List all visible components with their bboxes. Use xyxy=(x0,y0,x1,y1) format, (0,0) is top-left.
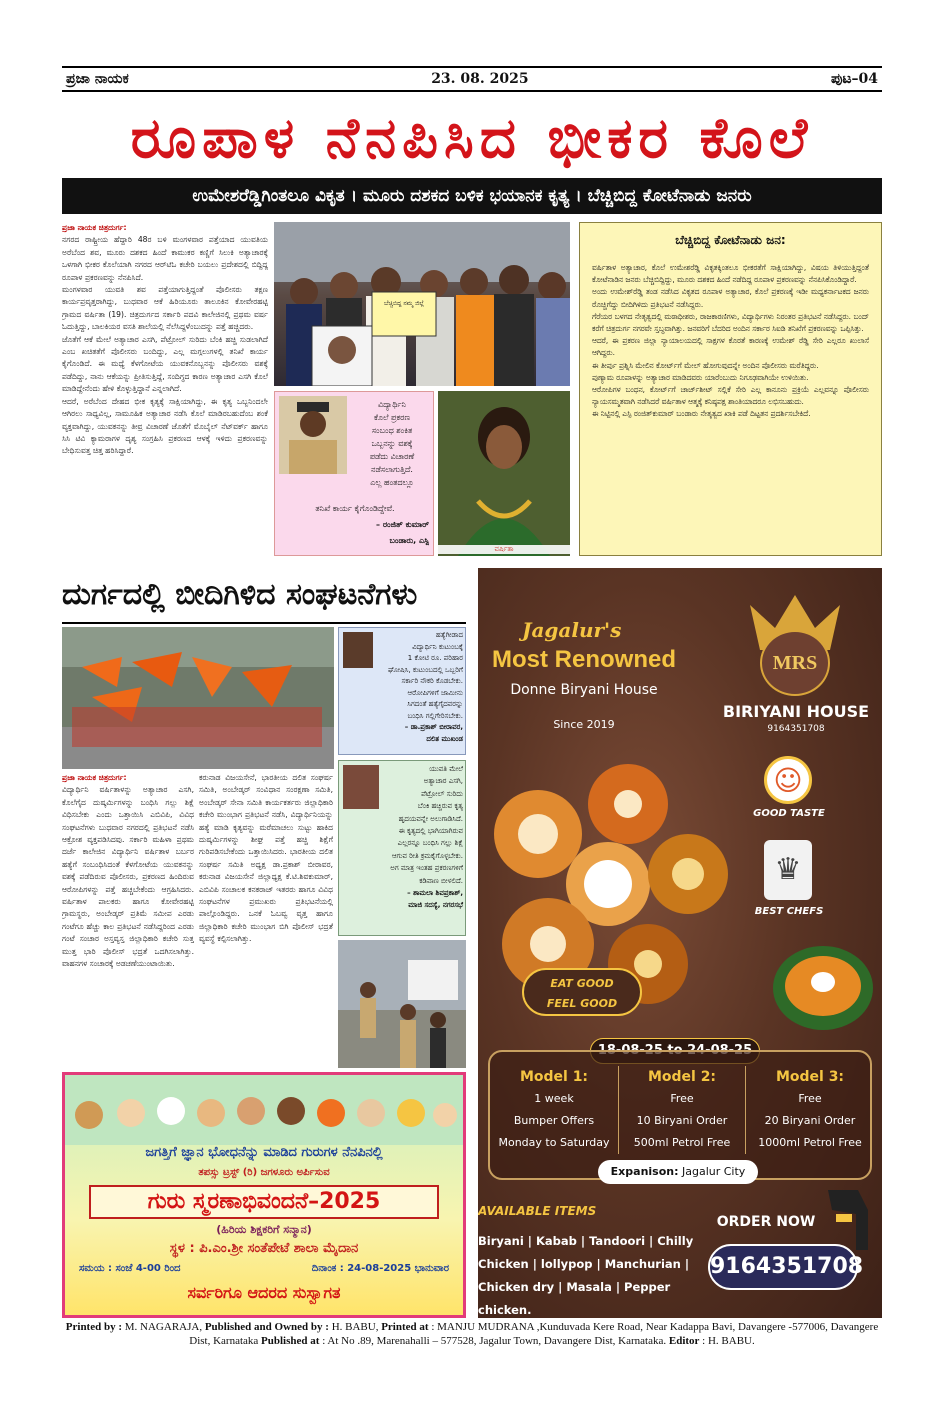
quote-line: ವಿದ್ಯಾರ್ಥಿನಿ xyxy=(377,400,407,409)
sidebar-paragraph: ಅಂದು ಉಮೇಶ್‌ರೆಡ್ಡಿ ತಂಡ ನಡೆಸಿದ ವಿಕೃತದ ರೂಪಾಳ ಅತ್ಯಾಚಾರ, ಕೊಲೆ ಪ್ರಕರಣಕ್ಕೆ ಇಡೀ ಮಧ್ಯಕರ್ನಾಟಕದ ಜನರು ರೊಚ್ಚಿಗೆದ್ದು ಬೀದಿಗಿಳಿದು ಪ್ರತಿಭಟನೆ ನಡೆಸಿದ್ದರು. xyxy=(592,287,869,309)
footer-editor: : H. BABU. xyxy=(702,1335,755,1347)
footer-published-at-label: Published at xyxy=(261,1335,320,1347)
story2-col2 xyxy=(199,772,333,1068)
sidebar-title: ಬೆಚ್ಚಿಬಿದ್ದ ಕೋಟೆನಾಡು ಜನ: xyxy=(675,233,786,247)
ad-items-line: Biryani | Kabab | Tandoori | Chilly xyxy=(478,1234,694,1248)
story1-paragraph: ಆದರೆ, ಅರೆಬೆಂದ ದೇಹದ ಭೀಕ ಕೃತ್ಯಕ್ಕೆ ಸಾಕ್ಷಿಯಾಗಿದ್ದು, ಈ ಕೃತ್ಯ ಒಬ್ಬನಿಂದಲೇ ಆಗಿರಲು ಸಾಧ್ಯವಿಲ್ಲ, ಸಾಮೂಹಿಕ ಅತ್ಯಾಚಾರ ನಡೆಸಿ ಕೊಲೆ ಮಾಡಿರಬಹುದೆಂಬ ಶಂಕೆ ವ್ಯಕ್ತವಾಗಿದ್ದು, ಯುವಕನನ್ನು ತೀವ್ರ ವಿಚಾರಣೆ ಜೊತೆಗೆ ಮೊಬೈಲ್ ನೆಟ್‌ವರ್ಕ್ ಹಾಗೂ ಸಿಸಿ ಟಿವಿ ಕ್ಯಾಮರಾಗಳ ದೃಶ್ಯ ಸಂಗ್ರಹಿಸಿ ಪ್ರಕರಣದ ಆಳಕ್ಕೆ ಇಳಿದು ಪ್ರಕರಣವನ್ನು ಬೇಧಿಸುವತ್ತ ಚಿತ್ತ ಹರಿಸಿದ್ದಾರೆ. xyxy=(62,396,268,456)
story2-col1-text: ವಿದ್ಯಾರ್ಥಿನಿ ವರ್ಷಿತಾಳನ್ನು ಅತ್ಯಾಚಾರ ಎಸಗಿ, ಕೊಲೆಗೈದ ದುಷ್ಕರ್ಮಿಗಳನ್ನು ಬಂಧಿಸಿ ಗಲ್ಲು ಶಿಕ್ಷೆ ವಿಧಿಸಬೇಕು ಎಂದು ಒತ್ತಾಯಿಸಿ ಎಬಿವಿಪಿ, ವಿವಿಧ ಸಂಘಟನೆಗಳು ಬುಧವಾರ ನಗರದಲ್ಲಿ ಪ್ರತಿಭಟನೆ ನಡೆಸಿ ಆಕ್ರೋಶ ವ್ಯಕ್ತಪಡಿಸಿದವು. ಸರ್ಕಾರಿ ಮಹಿಳಾ ಪ್ರಥಮ ದರ್ಜೆ ಕಾಲೇಜಿನ ವಿದ್ಯಾರ್ಥಿನಿ ವರ್ಷಿತಾಳ ಬರ್ಬರ ಹತ್ಯೆಗೆ ಸಂಬಂಧಿಸಿದಂತೆ ಕೆಳಗೋಟೆಯ ಯುವಕನನ್ನು ವಶಕ್ಕೆ ಪಡೆದಿರುವ ಪೊಲೀಸರು, ಪ್ರಕರಣದ ಹಿಂದಿರುವ ಆರೋಪಿಗಳನ್ನು ಪತ್ತೆ ಹಚ್ಚಬೇಕೆಂದು ಆಗ್ರಹಿಸಿದರು. ವರ್ಷಿತಾಳ ಪಾಲಕರು ಹಾಗೂ ಕೋವೇರಹಟ್ಟಿ ಗ್ರಾಮಸ್ಥರು, ಅಂಬೇಡ್ಕರ್ ಪ್ರತಿಮೆ ಸಮೀಪ ಎರಡು ಗಂಟೆಗೂ ಹೆಚ್ಚು ಕಾಲ ಪ್ರತಿಭಟನೆ ನಡೆಸಿದ್ದರಿಂದ ಎರಡು ಗಂಟೆ ಸಂಚಾರ ಅಸ್ತವ್ಯಸ್ತ ಜಿಲ್ಲಾಧಿಕಾರಿ ಕಚೇರಿ ಸುತ್ತ ಮುತ್ತ ಭಾರಿ ಪೊಲೀಸ್ ಭದ್ರತೆ ಒದಗಿಸಲಾಗಿತ್ತು. ವಾಹನಗಳ ಸಂಚಾರಕ್ಕೆ ಅಡಚಣೆಯುಂಟಾಯಿತು. xyxy=(62,785,194,969)
story1-paragraph: ಜೊತೆಗೆ ಆಕೆ ಮೇಲೆ ಅತ್ಯಾಚಾರ ಎಸಗಿ, ಪೆಟ್ರೋಲ್ ಸುರಿದು ಬೆಂಕಿ ಹಚ್ಚಿ ಸುಡಲಾಗಿದೆ ಎಂಬ ಖಚಿತತೆಗೆ ಪೊಲೀಸರು ಬಂದಿದ್ದು, ಎಲ್ಲ ಮಗ್ಗಲುಗಳಲ್ಲಿ ತನಿಖೆ ಕಾರ್ಯ ಕೈಗೊಂಡಿದೆ. ಈ ಮಧ್ಯೆ ಕೆಳಗೋಟೆಯ ಯುವಕನೊಬ್ಬನನ್ನು ಪೊಲೀಸರು ವಶಕ್ಕೆ ಪಡೆದಿದ್ದು, ನಾನು ಆಕೆಯನ್ನು ಪ್ರೀತಿಸುತ್ತಿದ್ದೆ, ಸಂದಿಗ್ಧದ ಕಾರಣ ಅತ್ಯಾಚಾರ ಎಸಗಿ ಕೊಲೆ ಮಾಡಿದ್ದೇನೆಂದು ಹೇಳಿ ಕೊಳ್ಳುತ್ತಿದ್ದಾನೆ ಎನ್ನಲಾಗಿದೆ. xyxy=(62,334,268,394)
shamala-quote-designation: ಮಾಜಿ ಸದಸ್ಯೆ, ನಗರಸಭೆ xyxy=(408,901,463,910)
offer-model-line: Monday to Saturday xyxy=(498,1136,610,1149)
ad-good-taste: GOOD TASTE xyxy=(753,808,825,819)
ad-feel-good: FEEL GOOD xyxy=(546,997,618,1010)
footer-editor-label: Editor xyxy=(668,1335,700,1347)
quote-line: ಪೆಟ್ರೋಲ್ ಸುರಿದು xyxy=(421,789,463,798)
banner-title: ಗುರು ಸ್ಮರಣಾಭಿವಂದನೆ–2025 xyxy=(89,1185,439,1219)
main-headline: ರೂಪಾಳ ನೆನಪಿಸಿದ ಭೀಕರ ಕೊಲೆ xyxy=(130,106,814,171)
rally-photo xyxy=(62,627,334,769)
quote-line: ಯುವತಿ ಮೇಲೆ xyxy=(429,765,463,773)
quote-line: ಅತ್ಯಾಚಾರ ಎಸಗಿ, xyxy=(423,777,463,786)
ad-available-title: AVAILABLE ITEMS xyxy=(478,1204,597,1218)
footer-published-owned: H. BABU, xyxy=(331,1321,379,1333)
offer-model-title: Model 2: xyxy=(647,1069,717,1085)
sidebar-box xyxy=(579,222,882,556)
footer-printed-at-label: Printed at xyxy=(381,1321,429,1333)
banner-venue: ಸ್ಥಳ : ಪಿ.ಎಂ.ಶ್ರೀ ಸಂತೆಪೇಟೆ ಶಾಲಾ ಮೈದಾನ xyxy=(169,1241,359,1256)
offer-model-title: Model 3: xyxy=(775,1069,845,1085)
ad-items-line: Chicken | lollypop | Manchurian | xyxy=(478,1257,690,1271)
ad-brand-line1: Jagalur's xyxy=(522,618,622,642)
ad-logo-letters: MRS xyxy=(772,652,818,674)
shamala-quote-text xyxy=(347,763,463,912)
biryani-plates-art xyxy=(478,764,738,1064)
offer-model-line: 10 Biryani Order xyxy=(636,1114,728,1127)
victim-photo xyxy=(438,391,570,556)
masthead-page-number: ಪುಟ–04 xyxy=(830,71,878,87)
offer-model-line: Free xyxy=(798,1092,822,1105)
quote-line: ಸಂಬಂಧ ಶಂಕಿತ xyxy=(371,426,413,435)
sidebar-paragraph: ಪುಣ್ಯಾಮ ರೂಪಾಳನ್ನು ಅತ್ಯಾಚಾರ ಮಾಡಿದವರು ಯಾರೆಂಬುದು ನಿಗೂಢವಾಗಿಯೇ ಉಳಿಯಿತು. xyxy=(592,372,809,382)
offer-model xyxy=(618,1066,746,1154)
sp-quote-box xyxy=(274,391,434,556)
shamala-quote-box xyxy=(338,760,466,936)
quote-line: ಸಿಗದಂತೆ ಹತ್ಯೆಗೈದವರನ್ನು xyxy=(407,700,463,708)
quote-line: ಸರ್ಕಾರಿ ನೌಕರಿ ಕೊಡಬೇಕು. xyxy=(401,677,463,685)
ad-logo-circle xyxy=(760,630,830,696)
banner-date: ದಿನಾಂಕ : 24-08-2025 ಭಾನುವಾರ xyxy=(311,1263,449,1274)
footer-printed-at: : MANJU MUDRANA ,Kunduvada Kere Road, Near Kadappa Bavi, Davangere -577006, Davangere Dist, Karnataka xyxy=(189,1321,879,1347)
sidebar-paragraph: ಆರೋಪಿಗಳ ಬಂಧನ, ಕೋರ್ಟ್‌ಗೆ ಚಾರ್ಜ್‌ಶೀಟ್ ಸಲ್ಲಿಕೆ ಸೇರಿ ಎಲ್ಲ ಕಾನೂನು ಪ್ರಕ್ರಿಯೆ ಎಲ್ಲವನ್ನೂ ಪೊಲೀಸರು ನ್ಯಾಯಸಮ್ಮತವಾಗಿ ನಡೆಸಿದರೆ ವರ್ಷಿತಾಳ ಆತ್ಮಕ್ಕೆ ಕನಿಷ್ಠಪಕ್ಷ ಶಾಂತಿಯಾದರೂ ಲಭಿಸಬಹುದು. xyxy=(592,385,869,407)
quote-line: ಕೊಲೆ ಪ್ರಕರಣ xyxy=(373,413,411,422)
sidebar-paragraph: ಈ ನಿಟ್ಟಿನಲ್ಲಿ ಎಸ್ಪಿ ರಂಜಿತ್‌ಕುಮಾರ್ ಬಂಡಾರು ನೇತೃತ್ವದ ಖಾಕಿ ಪಡೆ ದಿಟ್ಟತನ ಪ್ರದರ್ಶಿಸಬೇಕಿದೆ. xyxy=(592,409,811,419)
sub-headline: ಉಮೇಶರೆಡ್ಡಿಗಿಂತಲೂ ವಿಕೃತ । ಮೂರು ದಶಕದ ಬಳಿಕ ಭಯಾನಕ ಕೃತ್ಯ । ಬೆಚ್ಚಿಬಿದ್ದ ಕೋಟೆನಾಡು ಜನರು xyxy=(62,178,882,214)
offer-model-title: Model 1: xyxy=(519,1069,589,1085)
prakash-quote-designation: ದಲಿತ ಮುಖಂಡ xyxy=(426,734,463,743)
offer-model-line: 500ml Petrol Free xyxy=(633,1136,731,1149)
banner-teachers-strip xyxy=(65,1075,463,1145)
sp-quote-text xyxy=(353,398,431,489)
biryani-plate-art xyxy=(768,938,878,1038)
banner-line1: ಜಗತ್ತಿಗೆ ಜ್ಞಾನ ಭೋಧನೆನ್ನು ಮಾಡಿದ ಗುರುಗಳ ನೆನಪಿನಲ್ಲಿ xyxy=(145,1145,383,1160)
sp-quote-author: – ರಂಜಿತ್ ಕುಮಾರ್ xyxy=(376,520,429,529)
quote-line: 1 ಕೋಟಿ ರೂ. ಪರಿಹಾರ xyxy=(407,654,463,662)
offer-model xyxy=(490,1066,618,1154)
offer-model xyxy=(746,1066,874,1154)
prakash-quote-box xyxy=(338,627,466,755)
story1-text xyxy=(62,222,268,560)
ad-best-chefs: BEST CHEFS xyxy=(754,906,824,917)
sidebar-paragraph: ಆದರೆ, ಈ ಪ್ರಕರಣ ಜಿಲ್ಲಾ ನ್ಯಾಯಾಲಯದಲ್ಲಿ ಸಾಕ್ಷಗಳ ಕೊರತೆ ಕಾರಣಕ್ಕೆ ಉಮೇಶ್ ರೆಡ್ಡಿ ಸೇರಿ ಎಲ್ಲರೂ ಖುಲಾಸೆ ಆಗಿದ್ದರು. xyxy=(592,336,869,358)
quote-line: ವಿದ್ಯಾರ್ಥಿನಿ ಕುಟುಂಬಕ್ಕೆ xyxy=(412,642,463,651)
story1-byline: ಪ್ರಜಾ ನಾಯಕ ಚಿತ್ರದುರ್ಗ: xyxy=(62,223,127,232)
ad-items-line: Chicken dry | Masala | Pepper chicken. xyxy=(478,1280,671,1317)
offer-model-line: 1000ml Petrol Free xyxy=(758,1136,862,1149)
footer-published-at: : At No .89, Marenahalli – 577528, Jagalur Town, Davangere Dist, Karnataka. xyxy=(322,1335,667,1347)
protest-poster-text: ಬೆಚ್ಚಿಬಿದ್ದ ನಮ್ಮ ಜಿಲ್ಲೆ xyxy=(384,300,424,307)
quote-line: ಕಡಿವಾಣ ಬೀಳಲಿದೆ. xyxy=(419,876,463,885)
footer-printed-by: M. NAGARAJA, xyxy=(124,1321,203,1333)
quote-line: ಆಗುವ ರೀತಿ ಕ್ರಮಕೈಗೊಳ್ಳಬೇಕು. xyxy=(391,851,463,860)
quote-line: ಹತ್ಯೆಗೀಡಾದ xyxy=(435,631,463,639)
banner-subtitle: (ಹಿರಿಯ ಶಿಕ್ಷಕರಿಗೆ ಸನ್ಮಾನ) xyxy=(216,1223,312,1236)
victim-portrait xyxy=(438,391,570,556)
ad-since: Since 2019 xyxy=(553,718,615,731)
police-officer-icon xyxy=(279,396,347,474)
offer-model-line: 20 Biryani Order xyxy=(764,1114,856,1127)
order-phone-pill xyxy=(708,1244,864,1290)
ad-phone-small: 9164351708 xyxy=(767,724,825,734)
ad-expansion-label: Expanison: xyxy=(610,1165,679,1178)
story2-col2-text: ಕರುನಾಡ ವಿಜಯಸೇನೆ, ಭಾರತೀಯ ದಲಿತ ಸಂಘರ್ಷ ಸಮಿತಿ, ಅಂಬೇಡ್ಕರ್ ಸಂವಿಧಾನ ಸಂರಕ್ಷಣಾ ಸಮಿತಿ, ಅಂಬೇಡ್ಕರ್ ಸೇನಾ ಸಮಿತಿ ಕಾರ್ಯಕರ್ತರು ಜಿಲ್ಲಾಧಿಕಾರಿ ಕಚೇರಿ ಮುಂಭಾಗ ಪ್ರತಿಭಟನೆ ನಡೆಸಿ, ವಿದ್ಯಾರ್ಥಿನಿಯನ್ನು ಹತ್ಯೆ ಮಾಡಿ ಕೃತ್ಯವನ್ನು ಮರೆಮಾಚಲು ಸುಟ್ಟು ಹಾಕಿದ ದುಷ್ಕರ್ಮಿಗಳನ್ನು ಶೀಘ್ರ ಪತ್ತೆ ಹಚ್ಚಿ ಶಿಕ್ಷೆಗೆ ಗುರಿಪಡಿಸಬೇಕೆಂದು ಒತ್ತಾಯಿಸಿದರು. ಭಾರತೀಯ ದಲಿತ ಸಂಘರ್ಷ ಸಮಿತಿ ಅಧ್ಯಕ್ಷ ಡಾ.ಪ್ರಕಾಶ್ ಬೀರಾವರ, ಕರುನಾಡ ವಿಜಯಸೇನೆ ಜಿಲ್ಲಾಧ್ಯಕ್ಷ ಕೆ.ಟಿ.ಶಿವಕುಮಾರ್, ಎಬಿವಿಪಿ ಸಂಚಾಲಕ ಕನಕರಾಜ್ ಇತರರು ಹಾಗೂ ವಿವಿಧ ಸಂಘಟನೆಗಳ ಪ್ರಮುಖರು ಪ್ರತಿಭಟನೆಯಲ್ಲಿ ಪಾಲ್ಗೊಂಡಿದ್ದರು. ಒನಕೆ ಓಬವ್ವ ವೃತ್ತ ಹಾಗೂ ಜಿಲ್ಲಾಧಿಕಾರಿ ಕಚೇರಿ ಮುಂಭಾಗ ಬಿಗಿ ಪೊಲೀಸ್ ಭದ್ರತೆ ವ್ಯವಸ್ಥೆ ಕಲ್ಪಿಸಲಾಗಿತ್ತು. xyxy=(199,773,333,944)
sp-quote-bottom: ತನಿಖೆ ಕಾರ್ಯ ಕೈಗೊಂಡಿದ್ದೇವೆ. xyxy=(315,504,395,513)
sidebar-paragraph: ಗೆರೆಯರ ಬಳಗದ ನೇತೃತ್ವದಲ್ಲಿ ಮಠಾಧೀಶರು, ರಾಜಕಾರಣಿಗಳು, ವಿದ್ಯಾರ್ಥಿಗಳು ನಿರಂತರ ಪ್ರತಿಭಟನೆ ನಡೆಸಿದ್ದರು. ಬಂದ್ ಕರೆಗೆ ಚಿತ್ರದುರ್ಗ ನಗರವೇ ಸ್ತಬ್ಧವಾಗಿತ್ತು. ಜನವರಿಗೆ ಬೆದರಿದ ಅಂದಿನ ಸರ್ಕಾರ ಸಿಐಡಿ ತನಿಖೆಗೆ ಪ್ರಕರಣವನ್ನು ಒಪ್ಪಿಸಿತ್ತು. xyxy=(592,311,869,334)
offer-model-line: Free xyxy=(670,1092,694,1105)
masthead xyxy=(62,66,882,92)
prakash-quote-author: – ಡಾ.ಪ್ರಕಾಶ್ ಬೀರಾವರ, xyxy=(404,723,463,731)
guru-banner xyxy=(62,1072,466,1318)
story1-paragraph: ನಗರದ ರಾಷ್ಟ್ರೀಯ ಹೆದ್ದಾರಿ 48ರ ಬಳಿ ಮಂಗಳವಾರ ಪತ್ತೆಯಾದ ಯುವತಿಯ ಅರೆಬೆಂದ ಶವ, ಮೂರು ದಶಕದ ಹಿಂದೆ ಕಾಮುಕರ ಕಣ್ಣಿಗೆ ಸಿಲುಕಿ ಅತ್ಯಾಚಾರಕ್ಕೆ ಒಳಗಾಗಿ ಭೀಕರ ಕೊಲೆಯಾಗಿ ನಗರದ ಆರ್‌ಟಿಓ ಕಚೇರಿ ಬಯಲು ಪ್ರದೇಶದಲ್ಲಿ ಬಿದ್ದಿದ್ದ ರೂಪಾಳ ಪ್ರಕರಣವನ್ನು ನೆನಪಿಸಿದೆ. xyxy=(62,235,268,282)
ad-order-phone: 9164351708 xyxy=(710,1254,864,1279)
sidebar-body xyxy=(592,262,869,552)
eat-good-tag xyxy=(522,968,642,1016)
quote-line: ಎಲ್ಲ ಹಂತದಲ್ಲೂ xyxy=(370,478,414,487)
banner-time: ಸಮಯ : ಸಂಜೆ 4-00 ರಿಂದ xyxy=(79,1263,181,1274)
footer-published-owned-label: Published and Owned by : xyxy=(204,1321,329,1333)
police-photo-art xyxy=(338,940,466,1068)
story1-paragraph: ಮಂಗಳವಾರ ಯುವತಿ ಶವ ಪತ್ತೆಯಾಗುತ್ತಿದ್ದಂತೆ ಪೊಲೀಸರು ತಕ್ಷಣ ಕಾರ್ಯಪ್ರವೃತ್ತರಾಗಿದ್ದು, ಬುಧವಾರ ಆಕೆ ಹಿರಿಯೂರು ತಾಲೂಕಿನ ಕೋವೇರಹಟ್ಟಿ ಗ್ರಾಮದ ವರ್ಷಿತಾ (19). ಚಿತ್ರದುರ್ಗದ ಸರ್ಕಾರಿ ಪದವಿ ಕಾಲೇಜಿನಲ್ಲಿ ಪ್ರಥಮ ವರ್ಷ ಓದುತ್ತಿದ್ದು, ಬಾಲಕಿಯರ ವಸತಿ ಶಾಲೆಯಲ್ಲಿ ನೆಲೆಸಿದ್ದಳೆಂಬುದನ್ನು ಪತ್ತೆ ಹಚ್ಚಿದರು. xyxy=(62,285,268,332)
quote-line: ಬೆಂಕಿ ಹಚ್ಚಿರುವ ಕೃತ್ಯ xyxy=(417,802,463,811)
ad-brand-line2: Most Renowned xyxy=(492,646,676,673)
masthead-paper-name: ಪ್ರಜಾ ನಾಯಕ xyxy=(66,71,129,87)
protest-photo xyxy=(274,222,570,386)
shamala-quote-author: – ಶಾಮಲಾ ಶಿವಪ್ರಕಾಶ್, xyxy=(407,889,463,898)
biryani-ad xyxy=(478,568,882,1318)
quote-line: ಘೋಷಿಸಿ, ಕುಟುಂಬದಲ್ಲಿ ಒಬ್ಬರಿಗೆ xyxy=(387,665,463,674)
section-headline: ದುರ್ಗದಲ್ಲಿ ಬೀದಿಗಿಳಿದ ಸಂಘಟನೆಗಳು xyxy=(62,577,418,612)
story2-col1 xyxy=(62,772,194,1068)
banner-time-date xyxy=(79,1263,449,1274)
masthead-date: 23. 08. 2025 xyxy=(431,71,529,87)
prakash-quote-text xyxy=(347,630,463,745)
chef-icon: ♛ xyxy=(764,840,812,900)
ad-items-list xyxy=(478,1230,698,1318)
ad-eat-good: EAT GOOD xyxy=(550,977,614,990)
quote-line: ಆರೋಪಿಗಳಿಗೆ ಜಾಮೀನು xyxy=(407,688,463,697)
offer-model-line: 1 week xyxy=(534,1092,574,1105)
ad-logo-name: BIRIYANI HOUSE xyxy=(722,702,870,721)
banner-line2: ತಪಸ್ಸು ಟ್ರಸ್ಟ್ (ರಿ) ಜಗಳೂರು ಅರ್ಪಿಸುವ xyxy=(198,1167,330,1178)
ad-order-now: ORDER NOW xyxy=(716,1214,816,1230)
quote-line: ಒಬ್ಬನನ್ನು ವಶಕ್ಕೆ xyxy=(371,439,413,448)
quote-line: ಹೃದಯವನ್ನೇ ಅಲುಗಾಡಿಸಿದೆ. xyxy=(398,814,463,823)
victim-caption: ವರ್ಷಿತಾ xyxy=(438,545,570,554)
quote-line: ಅಗ ಮಾತ್ರ ಇಂತಹ ಪ್ರಕರಣಗಳಿಗೆ xyxy=(390,864,463,873)
offer-model-line: Bumper Offers xyxy=(513,1114,595,1127)
sidebar-paragraph: ವರ್ಷಿತಾಳ ಅತ್ಯಾಚಾರ, ಕೊಲೆ ಉಮೇಶರೆಡ್ಡಿ ವಿಕೃತಕ್ಕಿಂತಲೂ ಭೀಕರತೆಗೆ ಸಾಕ್ಷಿಯಾಗಿದ್ದು, ವಿಷಯ ತಿಳಿಯುತ್ತಿದ್ದಂತೆ ಕೋಟೆನಾಡಿನ ಜನರು ಬೆಚ್ಚಿಬಿದ್ದಿದ್ದು, ಮೂರು ದಶಕದ ಹಿಂದೆ ನಡೆದಿದ್ದ ರೂಪಾಳ ಪ್ರಕರಣವನ್ನು ನೆನಪಿಸಿಕೊಂಡಿದ್ದಾರೆ. xyxy=(592,263,869,285)
ad-expansion-value: Jagalur City xyxy=(682,1165,746,1178)
quote-line: ಪಡೆದು ವಿಚಾರಣೆ xyxy=(369,452,415,461)
sp-quote-designation: ಬಂಡಾರು, ಎಸ್ಪಿ xyxy=(389,536,429,545)
quote-line: ಎಲ್ಲರನ್ನೂ ಬಂಧಿಸಿ ಗಲ್ಲು ಶಿಕ್ಷೆ xyxy=(397,839,463,848)
banner-welcome: ಸರ್ವರಿಗೂ ಆದರದ ಸುಸ್ವಾಗತ xyxy=(187,1283,341,1302)
sidebar-paragraph: ಈ ತೀರ್ಪು ಪ್ರಶ್ನಿಸಿ ಮೇಲಿನ ಕೋರ್ಟ್‌ಗೆ ಮೇಲ್ ಹೋಗುವುದನ್ನೇ ಅಂದಿನ ಪೊಲೀಸರು ಮರೆತಿದ್ದರು. xyxy=(592,360,819,370)
quote-line: ಬಂಧಿಸಿ ಗಲ್ಲಿಗೇರಿಸಬೇಕು. xyxy=(407,711,463,720)
section-rule xyxy=(62,622,466,624)
footer-imprint xyxy=(62,1320,882,1352)
ad-brand-line3: Donne Biryani House xyxy=(510,682,658,698)
story2-byline: ಪ್ರಜಾ ನಾಯಕ ಚಿತ್ರದುರ್ಗ: xyxy=(62,773,127,782)
footer-printed-by-label: Printed by : xyxy=(65,1321,123,1333)
police-photo xyxy=(338,940,466,1068)
good-taste-icon: ☺ xyxy=(764,756,812,804)
expansion-pill xyxy=(598,1160,758,1184)
rally-photo-art xyxy=(62,627,334,769)
quote-line: ನಡೆಸಲಾಗುತ್ತಿದೆ. xyxy=(371,465,413,474)
sp-photo xyxy=(279,396,347,474)
quote-line: ಈ ಕೃತ್ಯದಲ್ಲಿ ಭಾಗಿಯಾಗಿರುವ xyxy=(398,827,463,836)
